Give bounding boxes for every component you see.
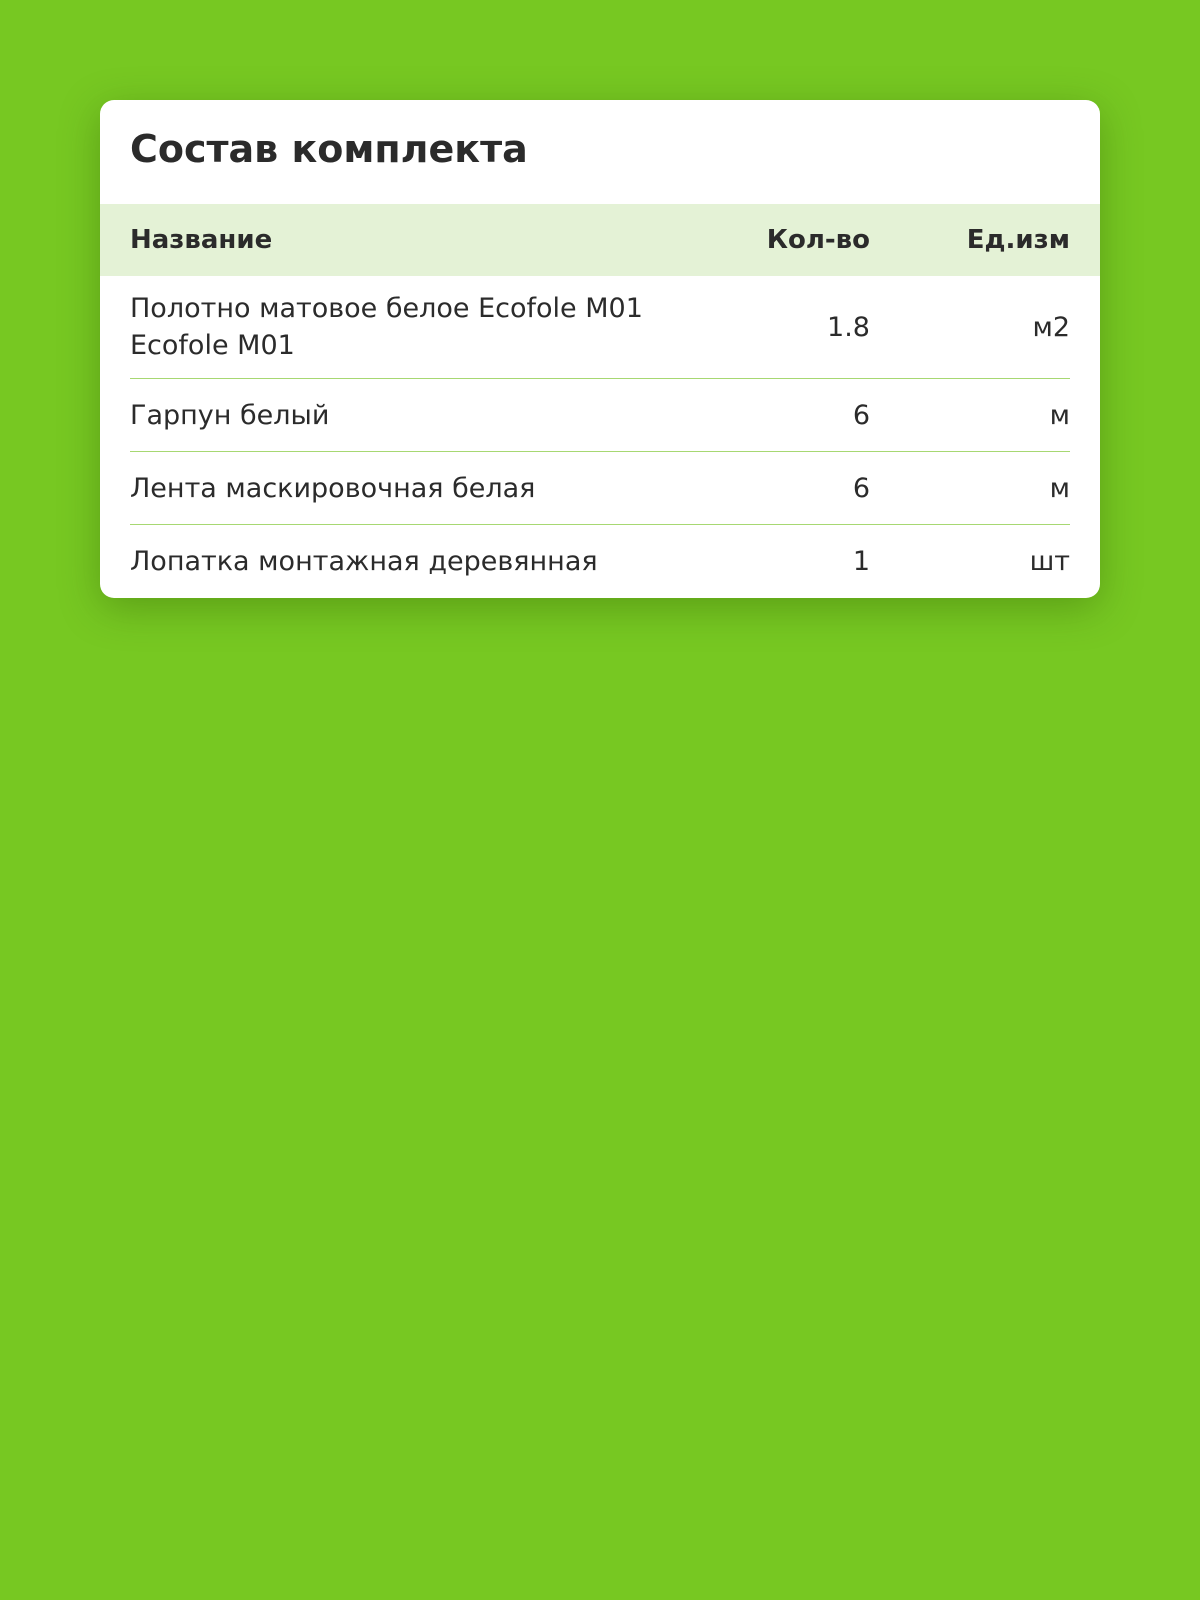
table-row <box>130 379 1070 452</box>
table-row <box>130 525 1070 598</box>
header-name: Название <box>130 225 273 255</box>
item-unit: м2 <box>1032 311 1070 343</box>
item-unit: шт <box>1029 546 1070 577</box>
card-title: Состав комплекта <box>130 127 528 171</box>
item-qty: 6 <box>852 399 870 431</box>
header-unit: Ед.изм <box>966 225 1070 255</box>
table-row <box>130 452 1070 525</box>
header-qty: Кол-во <box>766 225 870 255</box>
item-unit: м <box>1049 472 1070 504</box>
item-name <box>130 290 670 364</box>
item-qty: 1 <box>852 546 870 577</box>
item-name: Лопатка монтажная деревянная <box>130 546 598 577</box>
item-name: Лента маскировочная белая <box>130 472 536 504</box>
item-qty: 1.8 <box>827 311 870 343</box>
item-unit: м <box>1049 399 1070 431</box>
table-row <box>130 276 1070 379</box>
item-qty: 6 <box>852 472 870 504</box>
table-body <box>100 276 1100 598</box>
kit-composition-card <box>100 100 1100 598</box>
table-header <box>100 204 1100 276</box>
item-name-line: Ecofole M01 <box>130 330 295 361</box>
item-name-line: Полотно матовое белое Ecofole M01 <box>130 293 643 324</box>
item-name: Гарпун белый <box>130 399 330 431</box>
